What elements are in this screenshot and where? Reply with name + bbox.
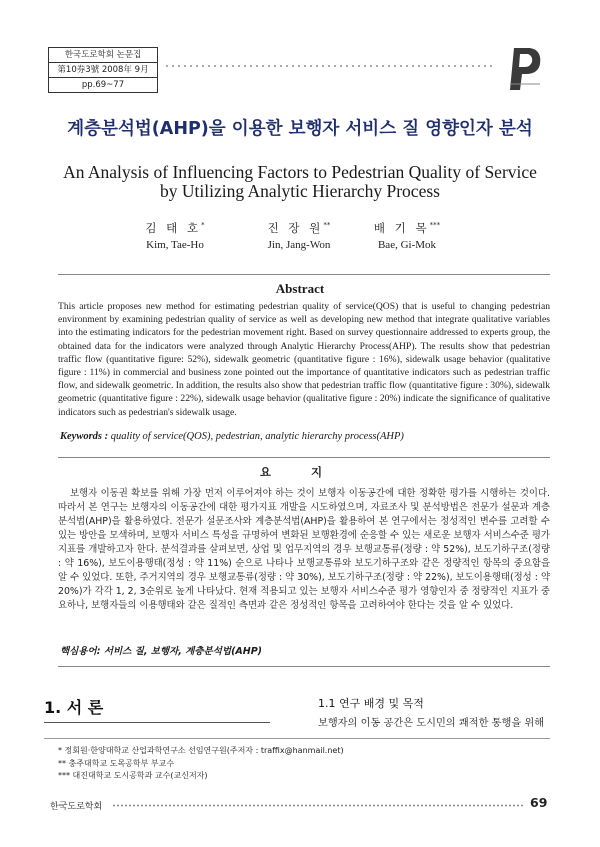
page-number: 69 [530,795,548,810]
paper-title-english-line2: by Utilizing Analytic Hierarchy Process [160,181,440,201]
footer-dotted-line [112,804,524,807]
paper-title-english [40,163,560,201]
footnote-rule [44,738,550,739]
summary-heading: 요 지 [259,465,341,479]
abstract-top-rule [58,274,550,275]
journal-name: 한국도로학회 논문집 [64,50,142,60]
abstract-text: This article proposes new method for estimating pedestrian quality of service(QOS) that is useful to changing pedestrian environment by examining pedestrian quality of service as well as developing new method that integrate qualitative variables into the estimating indicators for the pedestrian movement right. Based on survey questionnaire addressed to experts group, the obtained data for the indicators were analyzed through Analytic Hierarchy Process(AHP). The results show that pedestrian traffic flow (quantitative figure: 52%), sidewalk geometric (quantitative figure : 16%), sidewalk usage behavior (qualitative figure : 11%) in commercial and business zone pointed out the importance of quantitative indicators such as pedestrian traffic flow, and sidewalk geometric. In addition, the results also show that pedestrian traffic flow (quantitative figure : 30%), sidewalk geometric (quantitative figure : 22%), sidewalk usage behavior (qualitative figure : 20%) indicate the significance of qualitative indicators such as pedestrian's sidewalk usage. [58,301,550,418]
author-3 [342,220,472,251]
paper-title-korean: 계층분석법(AHP)을 이용한 보행자 서비스 질 영향인자 분석 [67,119,533,139]
footer-journal-name: 한국도로학회 [50,802,103,812]
section-1-heading: 1. 서 론 [44,698,104,717]
author-1-mark: * [201,221,205,230]
author-3-mark: *** [429,221,441,230]
author-1 [110,220,240,251]
abstract-body [58,300,550,419]
section-1-underline [44,722,270,723]
core-words: 핵심용어: 서비스 질, 보행자, 계층분석법(AHP) [60,646,263,657]
footnotes [58,745,538,783]
journal-logo-icon [500,44,544,92]
journal-info-box [48,47,158,93]
footnote-2: ** 충주대학교 도목공학부 부교수 [58,758,175,768]
journal-pages: pp.69~77 [81,80,125,90]
summary-top-rule [58,457,550,458]
journal-volume: 第10券3號 2008年 9月 [49,62,157,78]
subsection-1-1-heading: 1.1 연구 배경 및 목적 [318,697,424,710]
author-3-name-en: Bae, Gi-Mok [377,239,437,251]
summary-text: 보행자 이동권 확보를 위해 가장 먼저 이루어져야 하는 것이 보행자 이동공간에 대한 정확한 평가를 시행하는 것이다. 따라서 본 연구는 보행자의 이동공간에 대한 평가지표 개발을 시도하였으며, 자료조사 및 분석방법은 전문가 설문과 계층분석법(AHP)을 활용하였다. 전문가 설문조사와 계층분석법(AHP)을 활용하여 본 연구에서는 정성적인 변수를 고려할 수 있는 방안을 모색하며, 보행자 서비스 특성을 규명하여 변화된 보행환경에 순응할 수 있는 새로운 보행자 서비스수준 평가지표를 개발하고자 한다. 분석결과를 살펴보면, 상업 및 업무지역의 경우 보행교통류(정량 : 약 52%), 보도기하구조(정량 : 약 16%), 보도이용행태(정성 : 약 11%) 순으로 나타나 보행교통류와 보도기하구조와 같은 정량적인 항목의 중요함을 알 수 있었다. 또한, 주거지역의 경우 보행교통류(정량 : 약 30%), 보도기하구조(정량 : 약 22%), 보도이용행태(정성 : 약 20%)가 각각 1, 2, 3순위로 높게 나타났다. 현재 적용되고 있는 보행자 서비스수준 평가 영향인자 중 정량적인 지표가 중요하나, 보행자들의 이용행태와 같은 질적인 측면과 같은 정성적인 항목을 고려하여야 한다는 것을 알 수 있었다. [58,488,550,611]
abstract-heading: Abstract [275,281,325,296]
header-dotted-line [164,64,494,68]
author-2-name-ko: 진 장 원 [267,221,324,235]
summary-body [58,487,550,613]
author-2-name-en: Jin, Jang-Won [267,239,331,251]
keywords [60,431,550,442]
author-2-mark: ** [323,221,331,230]
footnote-1: * 정회원·한양대학교 산업과학연구소 선임연구원(주저자 : traffix@hanmail.net) [58,746,344,755]
summary-bottom-rule [58,666,550,667]
author-1-name-ko: 김 태 호 [145,221,202,235]
author-3-name-ko: 배 기 목 [373,221,430,235]
subsection-1-1-text: 보행자의 이동 공간은 도시민의 쾌적한 통행을 위해 [318,718,545,729]
keywords-label: Keywords : [60,431,109,442]
footnote-3: *** 대진대학교 도시공학과 교수(교신저자) [58,771,208,780]
keywords-text: quality of service(QOS), pedestrian, analytic hierarchy process(AHP) [110,431,404,442]
author-1-name-en: Kim, Tae-Ho [146,239,204,251]
paper-title-english-line1: An Analysis of Influencing Factors to Pedestrian Quality of Service [63,162,537,182]
